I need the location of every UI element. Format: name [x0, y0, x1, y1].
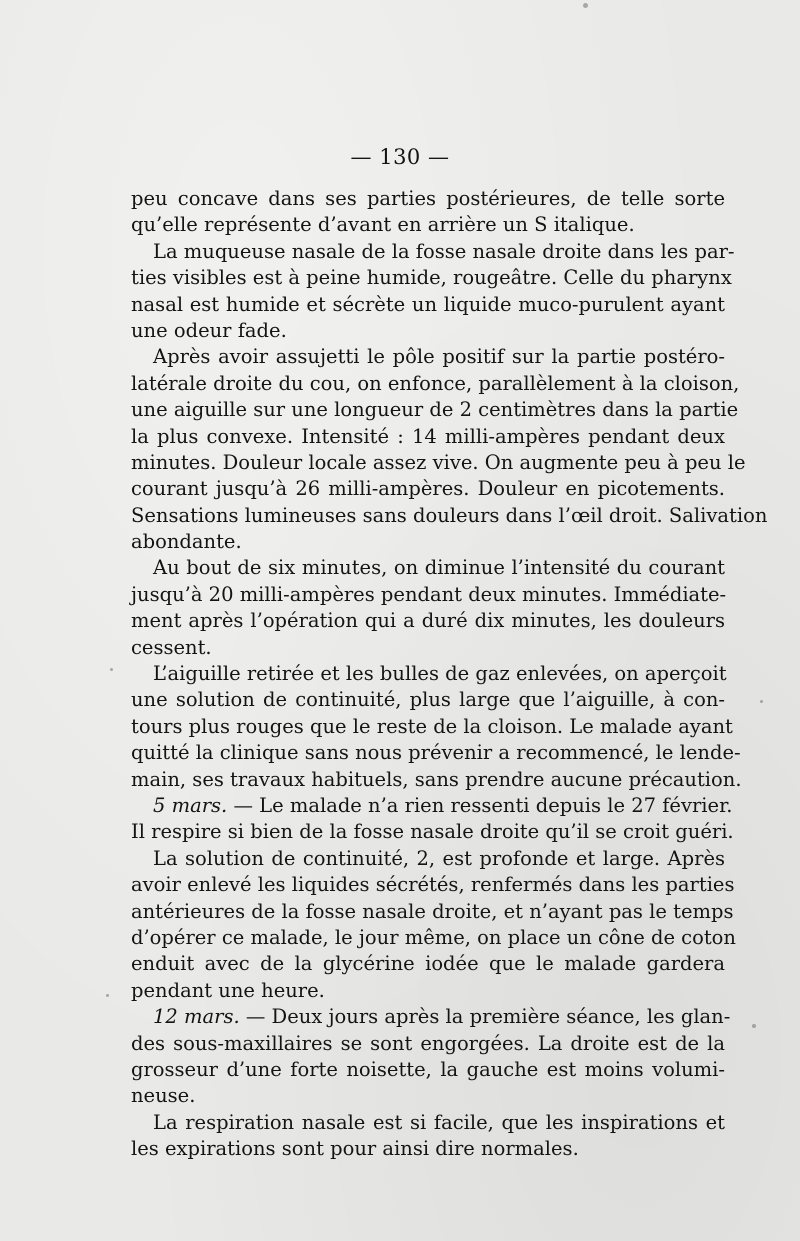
text-line: latérale droite du cou, on enfonce, parallèlement à la cloison,	[131, 371, 740, 395]
text-line: minutes. Douleur locale assez vive. On augmente peu à peu le	[131, 450, 746, 474]
text-line: qu’elle représente d’avant en arrière un S italique.	[131, 213, 635, 237]
text-line: antérieures de la fosse nasale droite, et n’ayant pas le temps	[131, 899, 734, 923]
text-line: Après avoir assujetti le pôle positif sur la partie postéro-	[153, 345, 725, 369]
text-line: la plus convexe. Intensité : 14 milli-ampères pendant deux	[131, 424, 725, 448]
text-line: une aiguille sur une longueur de 2 centimètres dans la partie	[131, 398, 739, 422]
entry-date: 5 mars.	[153, 793, 228, 817]
text-line: grosseur d’une forte noisette, la gauche est moins volumi-	[131, 1057, 725, 1081]
body-text	[131, 186, 768, 1162]
paper-speck	[110, 668, 113, 671]
entry-date: 12 mars.	[153, 1005, 240, 1029]
entry-text: — Deux jours après la première séance, les glan-	[239, 1005, 731, 1029]
paper-speck	[583, 3, 588, 8]
text-line: les expirations sont pour ainsi dire normales.	[131, 1137, 579, 1161]
text-line: ment après l’opération qui a duré dix minutes, les douleurs	[131, 609, 725, 633]
text-line: nasal est humide et sécrète un liquide muco-purulent ayant	[131, 292, 725, 316]
text-line: abondante.	[131, 530, 242, 554]
text-line: pendant une heure.	[131, 978, 325, 1002]
text-line: La respiration nasale est si facile, que les inspirations et	[153, 1110, 725, 1134]
text-line: enduit avec de la glycérine iodée que le malade gardera	[131, 952, 725, 976]
text-line: La muqueuse nasale de la fosse nasale droite dans les par-	[153, 239, 735, 263]
page-number: — 130 —	[350, 145, 450, 169]
text-line: peu concave dans ses parties postérieures, de telle sorte	[131, 187, 725, 210]
text-line: une solution de continuité, plus large que l’aiguille, à con-	[131, 688, 725, 712]
text-line: avoir enlevé les liquides sécrétés, renfermés dans les parties	[131, 873, 735, 897]
text-line: d’opérer ce malade, le jour même, on place un cône de coton	[131, 925, 736, 949]
text-line: neuse.	[131, 1084, 196, 1108]
text-line: Sensations lumineuses sans douleurs dans l’œil droit. Salivation	[131, 503, 768, 527]
text-line: Il respire si bien de la fosse nasale droite qu’il se croit guéri.	[131, 820, 734, 844]
text-line: La solution de continuité, 2, est profonde et large. Après	[153, 846, 725, 870]
paper-speck	[752, 1024, 756, 1028]
text-line: ties visibles est à peine humide, rougeâtre. Celle du pharynx	[131, 266, 732, 290]
text-line: quitté la clinique sans nous prévenir a recommencé, le lende-	[131, 741, 741, 765]
entry-text: — Le malade n’a rien ressenti depuis le 27 février.	[227, 793, 733, 817]
paper-speck	[760, 700, 763, 703]
text-line: des sous-maxillaires se sont engorgées. La droite est de la	[131, 1031, 725, 1055]
text-line: courant jusqu’à 26 milli-ampères. Douleur en picotements.	[131, 477, 725, 501]
text-line: jusqu’à 20 milli-ampères pendant deux minutes. Immédiate-	[131, 582, 727, 606]
text-line: Au bout de six minutes, on diminue l’intensité du courant	[153, 556, 725, 580]
paper-speck	[106, 994, 109, 997]
text-line: tours plus rouges que le reste de la cloison. Le malade ayant	[131, 714, 733, 738]
text-line: une odeur fade.	[131, 318, 287, 342]
text-line: main, ses travaux habituels, sans prendre aucune précaution.	[131, 767, 742, 791]
text-line: cessent.	[131, 635, 212, 659]
dated-entry-line	[131, 793, 733, 819]
text-line: L’aiguille retirée et les bulles de gaz enlevées, on aperçoit	[153, 662, 727, 686]
dated-entry-line	[131, 1004, 731, 1030]
